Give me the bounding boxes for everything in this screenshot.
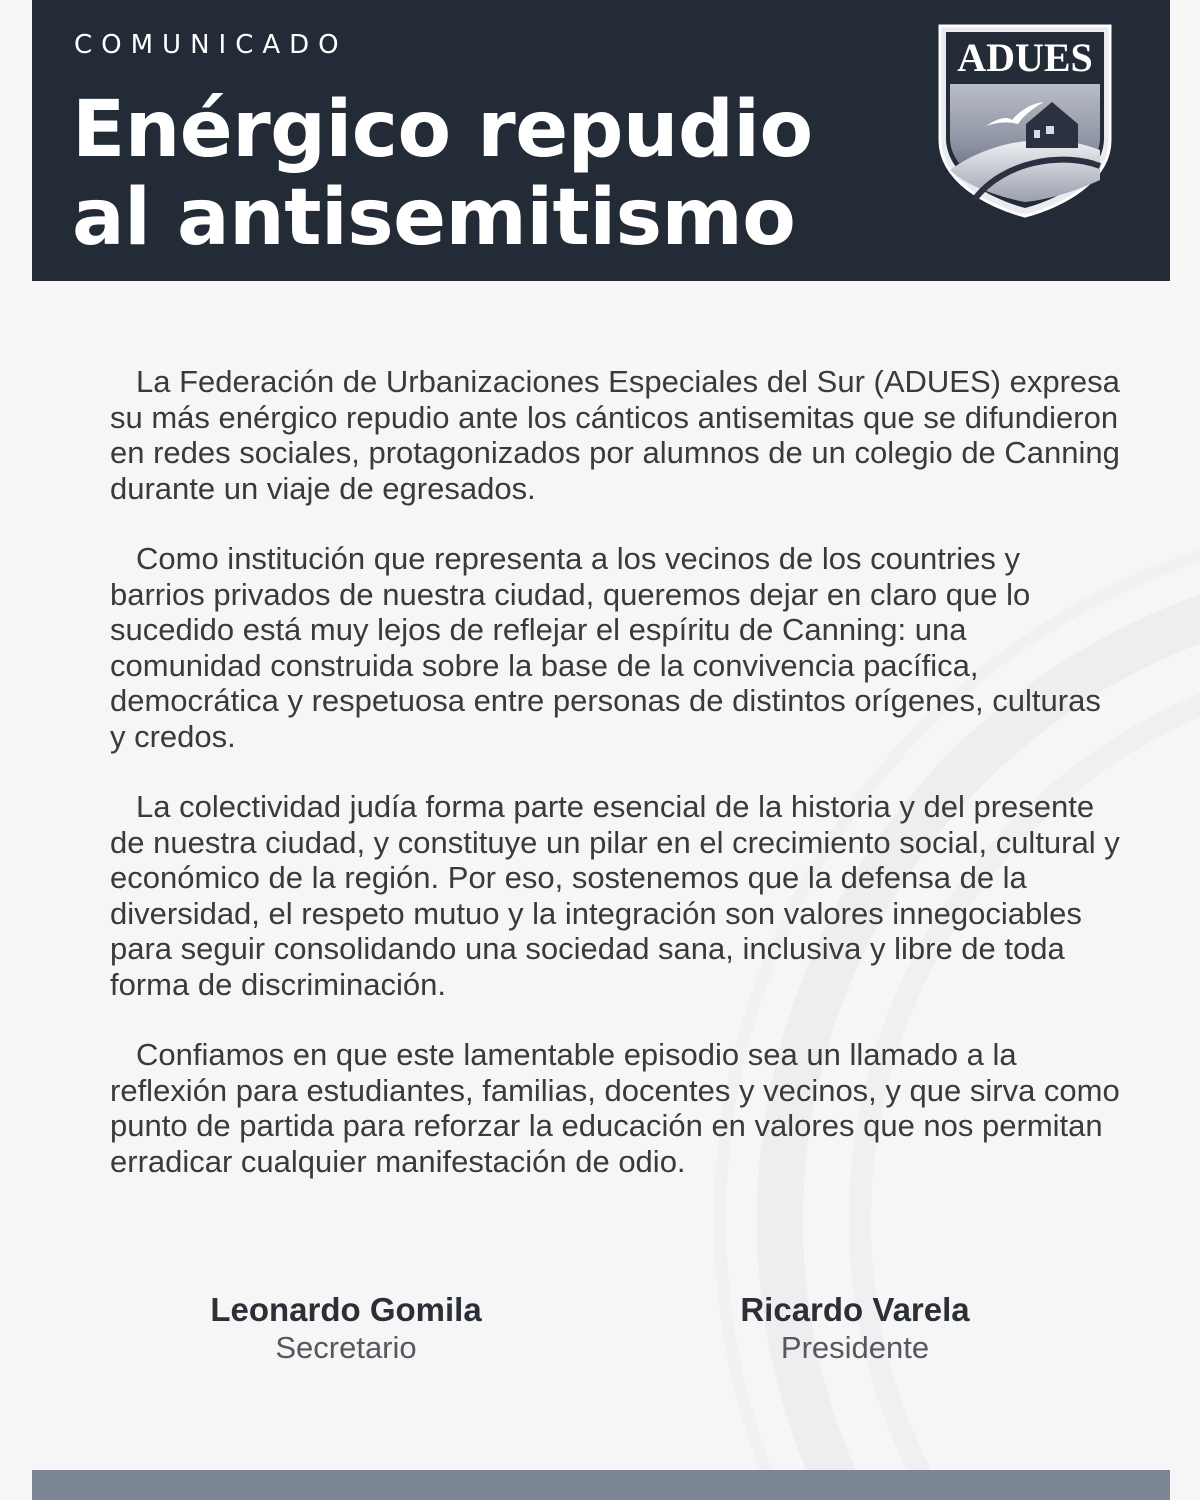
adues-logo bbox=[934, 20, 1116, 220]
paragraph-3: La colectividad judía forma parte esencial de la historia y del presente de nuestra ciudad, y constituye un pilar en el crecimiento social, cultural y económico de la región. Por eso, sostenemos que la defensa de la diversidad, el respeto mutuo y la integración son valores innegociables para seguir consolidando una sociedad sana, inclusiva y libre de toda forma de discriminación. bbox=[110, 789, 1120, 1002]
paragraph-4: Confiamos en que este lamentable episodio sea un llamado a la reflexión para estudiantes, familias, docentes y vecinos, y que sirva como punto de partida para reforzar la educación en valores que nos permitan erradicar cualquier manifestación de odio. bbox=[110, 1037, 1120, 1179]
page-title bbox=[72, 86, 813, 262]
statement-body bbox=[110, 364, 1120, 1214]
signatory-role: Secretario bbox=[275, 1330, 417, 1365]
signatory-name: Leonardo Gomila bbox=[210, 1291, 482, 1328]
paragraph-2: Como institución que representa a los vecinos de los countries y barrios privados de nuestra ciudad, queremos dejar en claro que lo sucedido está muy lejos de reflejar el espíritu de Canning: una comunidad construida sobre la base de la convivencia pacífica, democrática y respetuosa entre personas de distintos orígenes, culturas y credos. bbox=[110, 541, 1101, 754]
title-line-1: Enérgico repudio bbox=[72, 85, 813, 175]
title-line-2: al antisemitismo bbox=[72, 173, 796, 263]
paragraph-1: La Federación de Urbanizaciones Especiales del Sur (ADUES) expresa su más enérgico repudio ante los cánticos antisemitas que se difundieron en redes sociales, protagonizados por alumnos de un colegio de Canning durante un viaje de egresados. bbox=[110, 364, 1120, 506]
signature-president bbox=[685, 1290, 1025, 1366]
logo-wordmark: ADUES bbox=[957, 35, 1093, 80]
kicker-label: COMUNICADO bbox=[74, 30, 348, 60]
footer-bar bbox=[32, 1470, 1170, 1500]
signatory-name: Ricardo Varela bbox=[740, 1291, 970, 1328]
signature-secretary bbox=[176, 1290, 516, 1366]
signatory-role: Presidente bbox=[780, 1330, 930, 1365]
